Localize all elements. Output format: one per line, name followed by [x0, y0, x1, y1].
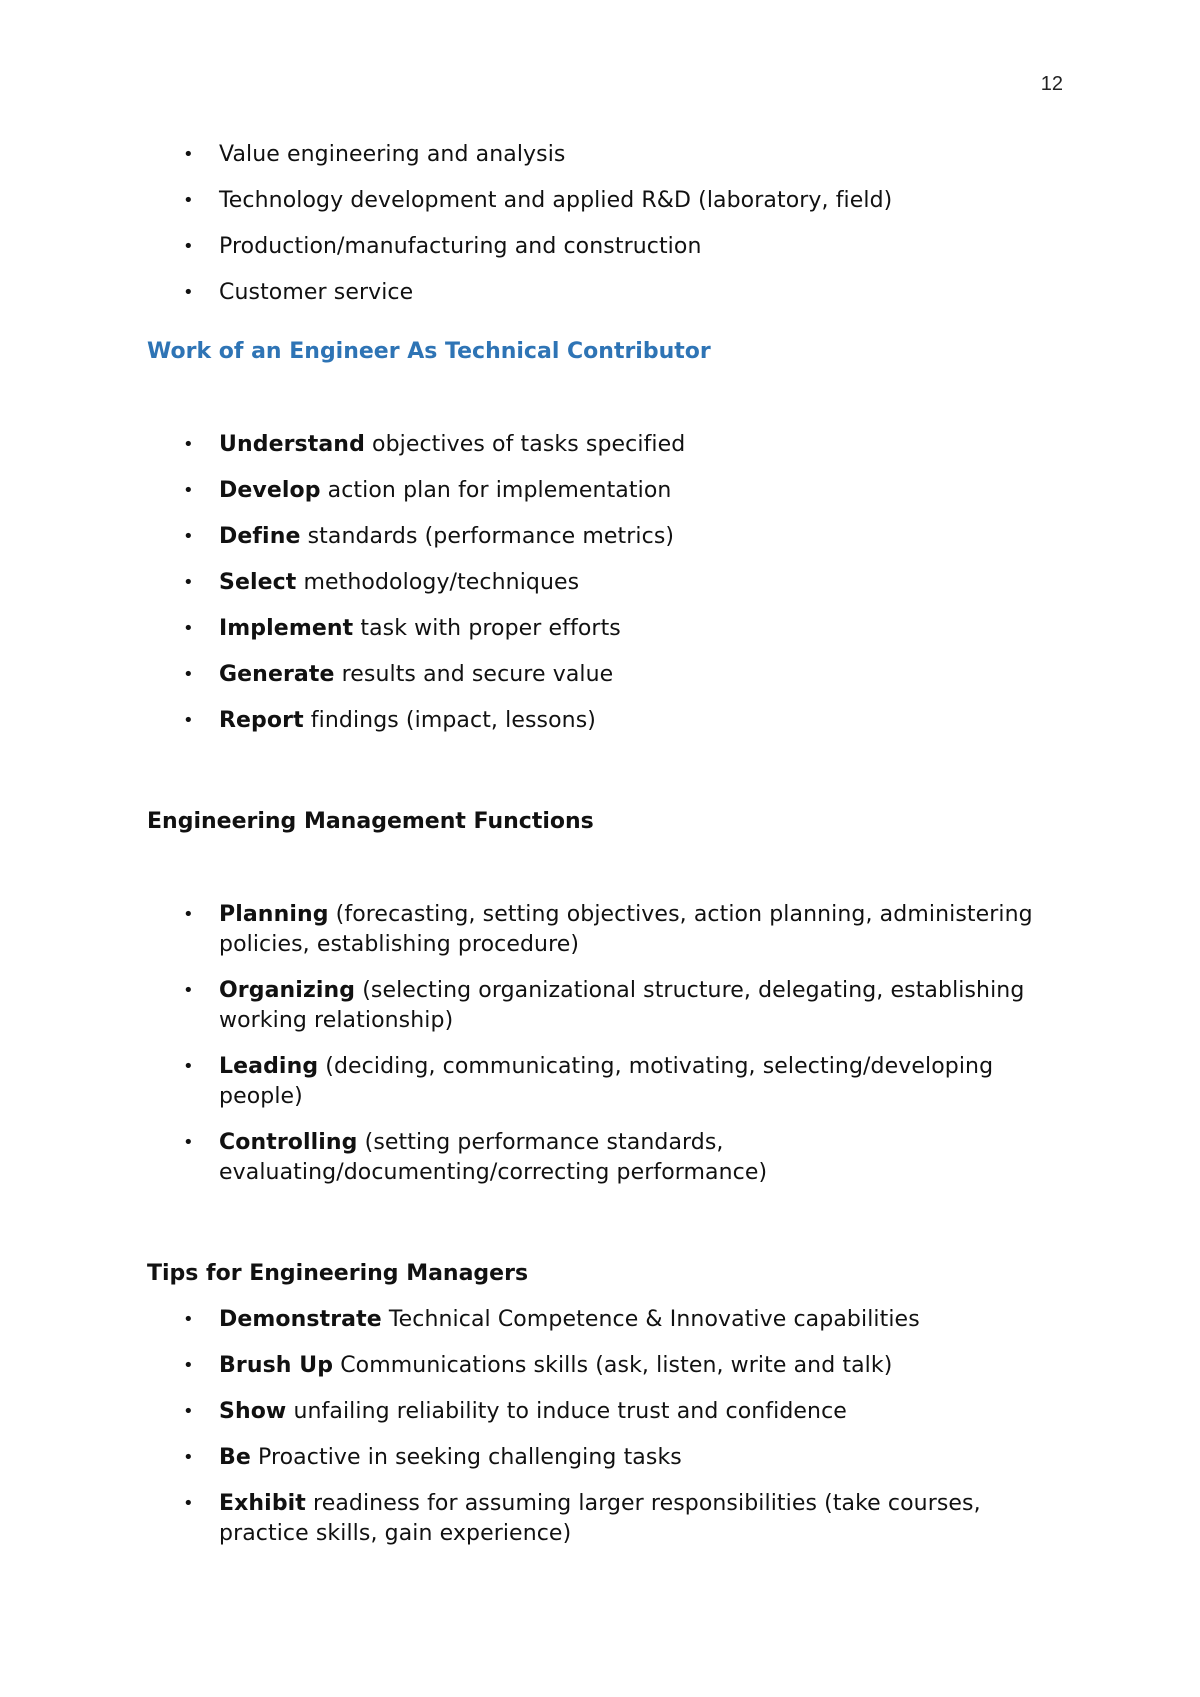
bullet-icon: • — [183, 190, 194, 211]
item-text: Proactive in seeking challenging tasks — [250, 1445, 682, 1470]
list-item — [147, 476, 1067, 506]
list-item — [147, 568, 1067, 598]
list-item — [147, 232, 1067, 262]
bullet-icon: • — [183, 572, 194, 593]
item-keyword: Demonstrate — [219, 1307, 382, 1332]
intro-list — [147, 140, 1067, 308]
technical-contributor-heading: Work of an Engineer As Technical Contributor — [147, 339, 711, 364]
bullet-icon: • — [183, 1132, 194, 1153]
item-keyword: Select — [219, 570, 297, 595]
bullet-icon: • — [183, 526, 194, 547]
bullet-icon: • — [183, 1401, 194, 1422]
item-keyword: Be — [219, 1445, 251, 1470]
bullet-icon: • — [183, 904, 194, 925]
bullet-icon: • — [183, 710, 194, 731]
item-keyword: Develop — [219, 478, 321, 503]
bullet-icon: • — [183, 144, 194, 165]
list-item — [147, 900, 1067, 960]
item-text: objectives of tasks specified — [364, 432, 686, 457]
item-text: Value engineering and analysis — [219, 142, 566, 167]
bullet-icon: • — [183, 1447, 194, 1468]
bullet-icon: • — [183, 480, 194, 501]
bullet-icon: • — [183, 282, 194, 303]
item-text: Technology development and applied R&D (laboratory, field) — [219, 188, 893, 213]
item-keyword: Understand — [219, 432, 365, 457]
item-text: readiness for assuming larger responsibilities (take courses, practice skills, gain experience) — [219, 1491, 981, 1546]
bullet-icon: • — [183, 1309, 194, 1330]
list-item — [147, 976, 1067, 1036]
tips-heading: Tips for Engineering Managers — [147, 1261, 529, 1286]
list-item — [147, 140, 1067, 170]
list-item — [147, 1489, 1067, 1549]
item-text: results and secure value — [334, 662, 614, 687]
bullet-icon: • — [183, 1056, 194, 1077]
list-item — [147, 1052, 1067, 1112]
list-item — [147, 1305, 1067, 1335]
item-keyword: Organizing — [219, 978, 356, 1003]
list-item — [147, 1351, 1067, 1381]
list-item — [147, 1443, 1067, 1473]
bullet-icon: • — [183, 664, 194, 685]
management-functions-heading: Engineering Management Functions — [147, 809, 594, 834]
item-keyword: Implement — [219, 616, 354, 641]
item-text: (selecting organizational structure, delegating, establishing working relationship) — [219, 978, 1025, 1033]
item-text: Technical Competence & Innovative capabilities — [381, 1307, 920, 1332]
item-text: (setting performance standards, evaluating/documenting/correcting performance) — [219, 1130, 768, 1185]
technical-contributor-list — [147, 430, 1067, 736]
document-body — [147, 140, 1067, 1565]
item-text: unfailing reliability to induce trust and confidence — [286, 1399, 847, 1424]
page-number: 12 — [1040, 73, 1063, 95]
list-item — [147, 660, 1067, 690]
bullet-icon: • — [183, 1493, 194, 1514]
bullet-icon: • — [183, 980, 194, 1001]
bullet-icon: • — [183, 236, 194, 257]
item-text: Communications skills (ask, listen, write and talk) — [333, 1353, 893, 1378]
item-keyword: Define — [219, 524, 301, 549]
list-item — [147, 430, 1067, 460]
list-item — [147, 278, 1067, 308]
item-text: findings (impact, lessons) — [303, 708, 596, 733]
list-item — [147, 186, 1067, 216]
item-keyword: Controlling — [219, 1130, 358, 1155]
list-item — [147, 1128, 1067, 1188]
item-text: Customer service — [219, 280, 414, 305]
item-keyword: Leading — [219, 1054, 319, 1079]
item-keyword: Brush Up — [219, 1353, 334, 1378]
item-keyword: Show — [219, 1399, 287, 1424]
item-text: (forecasting, setting objectives, action planning, administering policies, establishing procedure) — [219, 902, 1033, 957]
item-text: methodology/techniques — [296, 570, 580, 595]
item-keyword: Report — [219, 708, 304, 733]
item-keyword: Exhibit — [219, 1491, 306, 1516]
bullet-icon: • — [183, 434, 194, 455]
item-keyword: Planning — [219, 902, 329, 927]
item-text: action plan for implementation — [320, 478, 672, 503]
item-keyword: Generate — [219, 662, 335, 687]
item-text: standards (performance metrics) — [300, 524, 675, 549]
list-item — [147, 1397, 1067, 1427]
item-text: Production/manufacturing and construction — [219, 234, 702, 259]
item-text: task with proper efforts — [353, 616, 621, 641]
bullet-icon: • — [183, 618, 194, 639]
bullet-icon: • — [183, 1355, 194, 1376]
tips-list — [147, 1305, 1067, 1549]
list-item — [147, 522, 1067, 552]
item-text: (deciding, communicating, motivating, selecting/developing people) — [219, 1054, 994, 1109]
list-item — [147, 706, 1067, 736]
management-functions-list — [147, 900, 1067, 1188]
list-item — [147, 614, 1067, 644]
